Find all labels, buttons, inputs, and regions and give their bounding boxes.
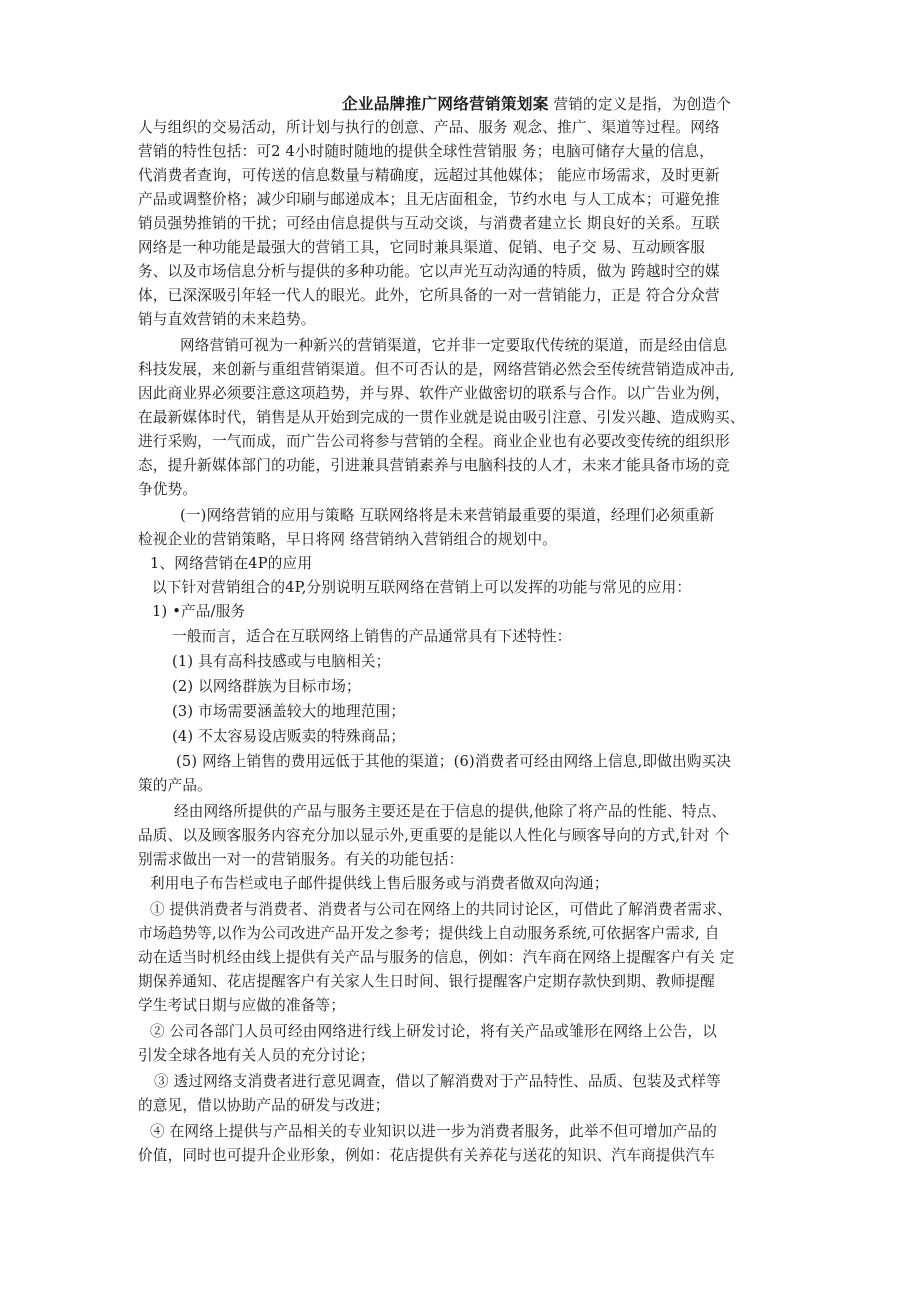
text-line: 市场趋势等,以作为公司改进产品开发之参考；提供线上自动服务系统,可依据客户需求, 自: [138, 925, 720, 942]
text-line: 体，已深深吸引年轻一代人的眼光。此外，它所具备的一对一营销能力，正是 符合分众营: [138, 287, 720, 304]
text-line: 别需求做出一对一的营销服务。有关的功能包括：: [138, 851, 464, 868]
text-line: 争优势。: [138, 481, 198, 498]
text-line: 务、以及市场信息分析与提供的多种功能。它以声光互动沟通的特质，做为 跨越时空的媒: [138, 263, 720, 280]
text-line: 一般而言，适合在互联网络上销售的产品通常具有下述特性：: [172, 628, 572, 645]
text-line: 检视企业的营销策略，早日将网 络营销纳入营销组合的规划中。: [138, 531, 558, 548]
list-item: (5) 网络上销售的费用远低于其他的渠道；(6)消费者可经由网络上信息,即做出购买决: [176, 753, 732, 770]
text-line: 策的产品。: [138, 777, 212, 794]
text-line: 因此商业界必须要注意这项趋势，并与界、软件产业做密切的联系与合作。以广告业为例，: [138, 385, 730, 402]
document-title: 企业品牌推广网络营销策划案: [342, 95, 549, 113]
list-item: (4) 不太容易设店贩卖的特殊商品；: [172, 728, 406, 745]
text-line: 的意见，借以协助产品的研发与改进；: [138, 1097, 390, 1114]
subsection-heading: 1、网络营销在4P的应用: [150, 555, 313, 572]
text-line: 品质、以及顾客服务内容充分加以显示外,更重要的是能以人性化与顾客导向的方式,针对 个: [138, 827, 730, 844]
text-line: 销员强势推销的干扰；可经由信息提供与互动交谈，与消费者建立长 期良好的关系。互联: [138, 215, 720, 232]
title-line: [342, 92, 731, 116]
list-item: (1) 具有高科技感或与电脑相关；: [172, 653, 391, 670]
text-line: 销与直效营销的未来趋势。: [138, 311, 316, 328]
text-line: 产品或调整价格；减少印刷与邮递成本；且无店面租金，节约水电 与人工成本；可避免推: [138, 191, 720, 208]
list-item: ② 公司各部门人员可经由网络进行线上研发讨论，将有关产品或雏形在网络上公告，以: [150, 1023, 718, 1040]
list-item: ③ 透过网络支消费者进行意见调查，借以了解消费对于产品特性、品质、包装及式样等: [154, 1073, 722, 1090]
intro-text: 营销的定义是指，为创造个: [553, 96, 731, 113]
text-line: 在最新媒体时代，销售是从开始到完成的一贯作业就是说由吸引注意、引发兴趣、造成购买、: [138, 409, 745, 426]
text-line: 引发全球各地有关人员的充分讨论；: [138, 1047, 375, 1064]
text-line: 利用电子布告栏或电子邮件提供线上售后服务或与消费者做双向沟通；: [150, 875, 609, 892]
text-line: 期保养通知、花店提醒客户有关家人生日时间、银行提醒客户定期存款快到期、教师提醒: [138, 973, 715, 990]
text-line: 人与组织的交易活动，所计划与执行的创意、产品、服务 观念、推广、渠道等过程。网络: [138, 119, 720, 136]
text-line: 网络营销可视为一种新兴的营销渠道，它并非一定要取代传统的渠道，而是经由信息: [180, 337, 728, 354]
text-line: 以下针对营销组合的4P,分别说明互联网络在营销上可以发挥的功能与常见的应用：: [152, 579, 692, 596]
list-item: (2) 以网络群族为目标市场；: [172, 678, 361, 695]
text-line: 价值，同时也可提升企业形象，例如：花店提供有关养花与送花的知识、汽车商提供汽车: [138, 1147, 715, 1164]
text-line: 网络是一种功能是最强大的营销工具，它同时兼具渠道、促销、电子交 易、互动顾客服: [138, 239, 706, 256]
list-item: (3) 市场需要涵盖较大的地理范围；: [172, 703, 406, 720]
text-line: 动在适当时机经由线上提供有关产品与服务的信息，例如：汽车商在网络上提醒客户有关 定: [138, 949, 735, 966]
text-line: 进行采购，一气而成，而广告公司将参与营销的全程。商业企业也有必要改变传统的组织形: [138, 433, 730, 450]
list-item: ④ 在网络上提供与产品相关的专业知识以进一步为消费者服务，此举不但可增加产品的: [150, 1123, 718, 1140]
section-heading: (一)网络营销的应用与策略 互联网络将是未来营销最重要的渠道，经理们必须重新: [180, 507, 715, 524]
list-item: ① 提供消费者与消费者、消费者与公司在网络上的共同讨论区，可借此了解消费者需求、: [150, 901, 732, 918]
text-line: 学生考试日期与应做的准备等；: [138, 997, 346, 1014]
text-line: 营销的特性包括：可2 4小时随时随地的提供全球性营销服 务；电脑可储存大量的信息，: [138, 143, 715, 160]
text-line: 经由网络所提供的产品与服务主要还是在于信息的提供,他除了将产品的性能、特点、: [174, 803, 727, 820]
text-line: 代消费者查询，可传送的信息数量与精确度，远超过其他媒体； 能应市场需求，及时更新: [138, 167, 720, 184]
text-line: 科技发展，来创新与重组营销渠道。但不可否认的是，网络营销必然会至传统营销造成冲击,: [138, 361, 735, 378]
text-line: 态，提升新媒体部门的功能，引进兼具营销素养与电脑科技的人才，未来才能具备市场的竞: [138, 457, 730, 474]
list-heading: 1) •产品/服务: [152, 603, 246, 620]
